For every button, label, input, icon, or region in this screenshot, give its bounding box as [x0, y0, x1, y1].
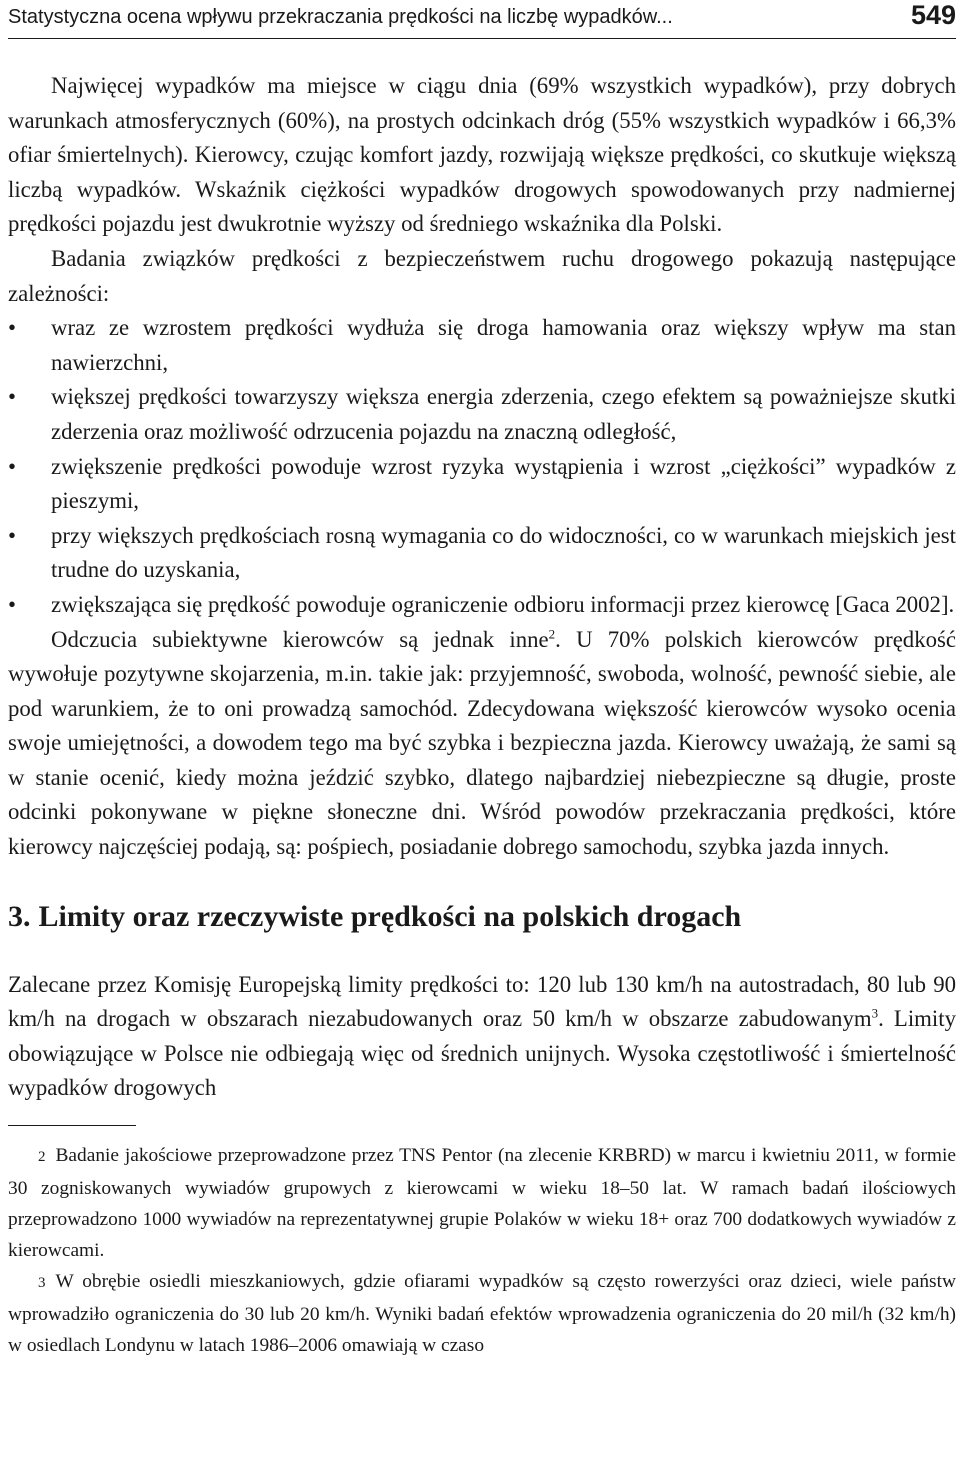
- speed-effects-list: [8, 311, 956, 622]
- list-item: [8, 588, 956, 623]
- footnote-item: [8, 1140, 956, 1266]
- bullet-icon: •: [8, 453, 16, 479]
- footnote-text: Badanie jakościowe przeprowadzone przez TNS Pentor (na zlecenie KRBRD) w marcu i kwietniu 2011, w formie 30 zogniskowanych wywiadów grupowych z kierowcami w wieku 18–50 lat. W ramach badań ilościowych przeprowadzono 1000 wywiadów na reprezentatywnej grupie Polaków w wieku 18+ oraz 700 dodatkowych wywiadów z kierowcami.: [8, 1145, 956, 1262]
- bullet-icon: •: [8, 522, 16, 548]
- paragraph-driver-perceptions: [8, 623, 956, 865]
- paragraph-speed-limits: [8, 968, 956, 1106]
- footnote-divider: [8, 1125, 136, 1126]
- bullet-icon: •: [8, 315, 16, 341]
- footnote-reference[interactable]: 3: [871, 1005, 879, 1021]
- document-page: [8, 0, 956, 1361]
- section-title: Limity oraz rzeczywiste prędkości na polskich drogach: [38, 899, 742, 933]
- list-item: [8, 519, 956, 588]
- paragraph-text: . U 70% polskich kierowców prędkość wywołuje pozytywne skojarzenia, m.in. takie jak: przyjemność, swoboda, wolność, pewność siebie, ale pod warunkiem, że to oni prowadzą samochód. Zdecydowana większość kierowców wysoko ocenia swoje umiejętności, a dowodem tego ma być szybka i bezpieczna jazda. Kierowcy uważają, że sami są w stanie ocenić, kiedy można jeździć szybko, dlatego najbardziej niebezpieczne są długie, proste odcinki pokonywane w piękne słoneczne dni. Wśród powodów przekraczania prędkości, które kierowcy najczęściej podają, są: pośpiech, posiadanie dobrego samochodu, szybka jazda innych.: [8, 626, 956, 860]
- paragraph-accident-statistics: Najwięcej wypadków ma miejsce w ciągu dnia (69% wszystkich wypadków), przy dobrych warunkach atmosferycznych (60%), na prostych odcinkach dróg (55% wszystkich wypadków i 66,3% ofiar śmiertelnych). Kierowcy, czując komfort jazdy, rozwijają większe prędkości, co skutkuje większą liczbą wypadków. Wskaźnik ciężkości wypadków drogowych spowodowanych przy nadmiernej prędkości pojazdu jest dwukrotnie wyższy od średniego wskaźnika dla Polski.: [8, 73, 956, 237]
- footnote-item: [8, 1266, 956, 1361]
- paragraph-text: Odczucia subiektywne kierowców są jednak inne: [51, 626, 549, 652]
- paragraph-text: Zalecane przez Komisję Europejską limity prędkości to: 120 lub 130 km/h na autostradach, 80 lub 90 km/h na drogach w obszarach niezabudowanych oraz 50 km/h w obszarze zabudowanym: [8, 971, 956, 1032]
- footnote-text: W obrębie osiedli mieszkaniowych, gdzie ofiarami wypadków są często rowerzyści oraz dzieci, wiele państw wprowadziło ograniczenia do 30 lub 20 km/h. Wyniki badań efektów wprowadzenia ograniczenia do 20 mil/h (32 km/h) w osiedlach Londynu w latach 1986–2006 omawiają w czaso: [8, 1271, 956, 1357]
- list-item: [8, 380, 956, 449]
- bullet-icon: •: [8, 384, 16, 410]
- bullet-icon: •: [8, 591, 16, 617]
- list-item-text: większej prędkości towarzyszy większa energia zderzenia, czego efektem są poważniejsze skutki zderzenia oraz możliwość odrzucenia pojazdu na znaczną odległość,: [51, 384, 956, 444]
- section-heading: [8, 897, 956, 937]
- list-item-text: zwiększająca się prędkość powoduje ograniczenie odbioru informacji przez kierowcę [Gaca 2002].: [51, 591, 955, 617]
- running-header: [8, 0, 956, 39]
- list-item-text: przy większych prędkościach rosną wymagania co do widoczności, co w warunkach miejskich jest trudne do uzyskania,: [51, 522, 956, 583]
- page-number: 549: [910, 0, 956, 30]
- body-text: [8, 69, 956, 1106]
- footnote-mark: 2: [38, 1149, 46, 1166]
- footnote-mark: 3: [38, 1275, 46, 1292]
- running-title: Statystyczna ocena wpływu przekraczania prędkości na liczbę wypadków...: [8, 6, 673, 28]
- list-item: [8, 450, 956, 519]
- list-item: [8, 311, 956, 380]
- section-number: 3.: [8, 899, 31, 933]
- footnotes: [8, 1140, 956, 1361]
- footnote-reference[interactable]: 2: [548, 625, 556, 641]
- list-item-text: wraz ze wzrostem prędkości wydłuża się droga hamowania oraz większy wpływ ma stan nawierzchni,: [51, 315, 956, 375]
- paragraph-speed-relations-intro: Badania związków prędkości z bezpieczeństwem ruchu drogowego pokazują następujące zależności:: [8, 245, 956, 306]
- list-item-text: zwiększenie prędkości powoduje wzrost ryzyka wystąpienia i wzrost „ciężkości” wypadków z pieszymi,: [51, 453, 956, 514]
- paragraph-text: . Limity obowiązujące w Polsce nie odbiegają więc od średnich unijnych. Wysoka częstotliwość i śmiertelność wypadków drogowych: [8, 1006, 956, 1101]
